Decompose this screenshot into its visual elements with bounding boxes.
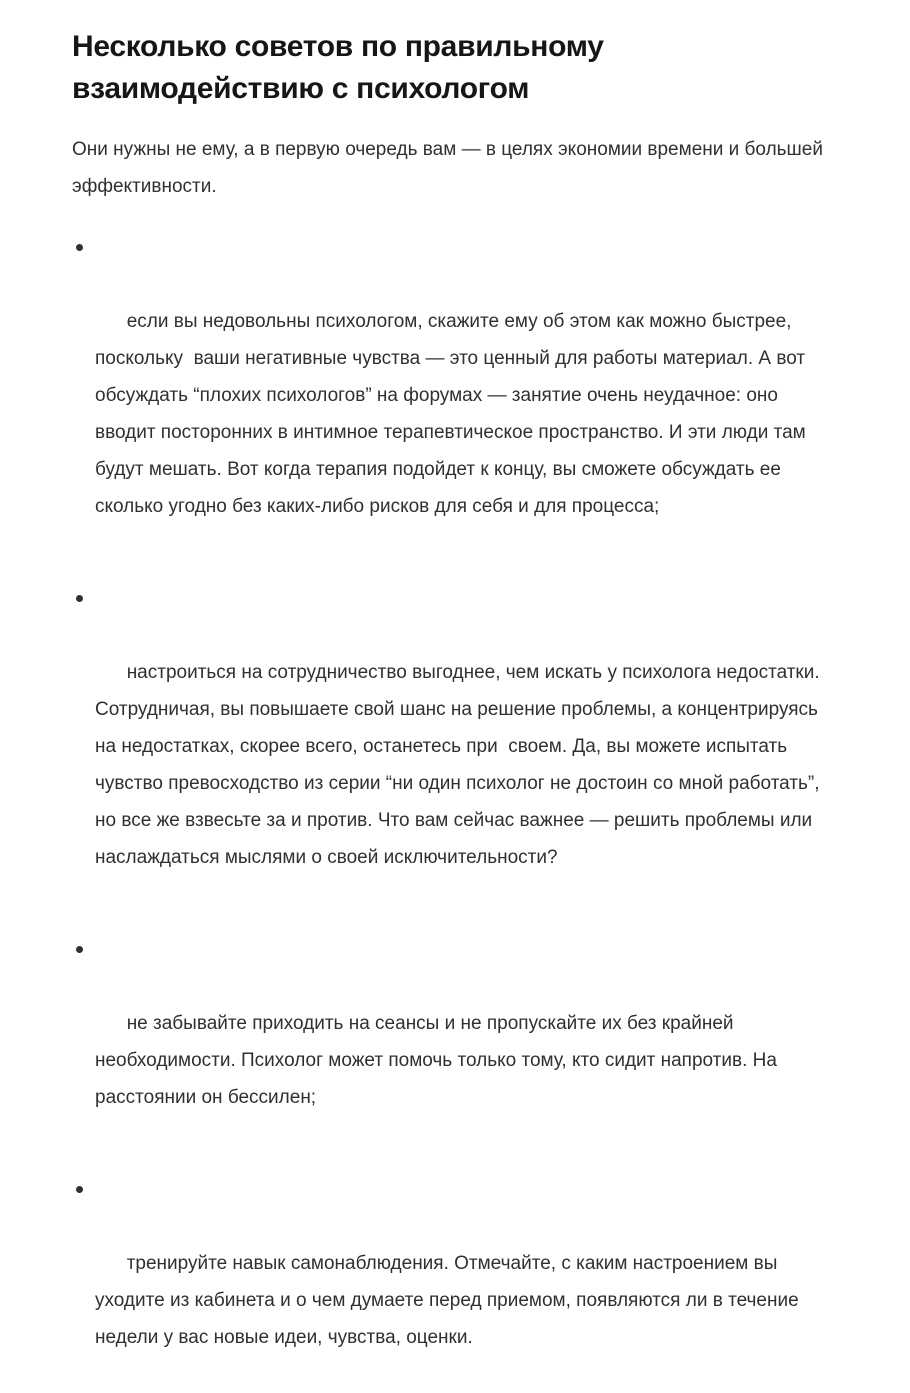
list-item [95,1171,832,1393]
list-item [95,229,832,562]
list-item [95,580,832,913]
tip-text: тренируйте навык самонаблюдения. Отмечайте, с каким настроением вы уходите из кабинета и о чем думаете перед приемом, появляются ли в течение недели у вас новые идеи, чувства, оценки. [95,1253,804,1348]
bullet-icon [76,1186,83,1193]
bullet-icon [76,946,83,953]
bullet-icon [76,595,83,602]
list-item [95,931,832,1153]
tip-text: если вы недовольны психологом, скажите ему об этом как можно быстрее, поскольку ваши негативные чувства — это ценный для работы материал. А вот обсуждать “плохих психологов” на форумах — занятие очень неудачное: оно вводит посторонних в интимное терапевтическое пространство. И эти люди там будут мешать. Вот когда терапия подойдет к концу, вы сможете обсуждать ее сколько угодно без каких-либо рисков для себя и для процесса; [95,311,811,517]
tip-text: настроиться на сотрудничество выгоднее, чем искать у психолога недостатки. Сотрудничая, вы повышаете свой шанс на решение проблемы, а концентрируясь на недостатках, скорее всего, останетесь при своем. Да, вы можете испытать чувство превосходство из серии “ни один психолог не достоин со мной работать”, но все же взвесьте за и против. Что вам сейчас важнее — решить проблемы или наслаждаться мыслями о своей исключительности? [95,662,825,868]
tip-text: не забывайте приходить на сеансы и не пропускайте их без крайней необходимости. Психолог может помочь только тому, кто сидит напротив. На расстоянии он бессилен; [95,1013,783,1108]
bullet-icon [76,244,83,251]
intro-paragraph: Они нужны не ему, а в первую очередь вам — в целях экономии времени и большей эффективности. [72,139,829,197]
tips-list [72,229,832,1393]
page-title: Несколько советов по правильному взаимодействию с психологом [72,30,604,105]
